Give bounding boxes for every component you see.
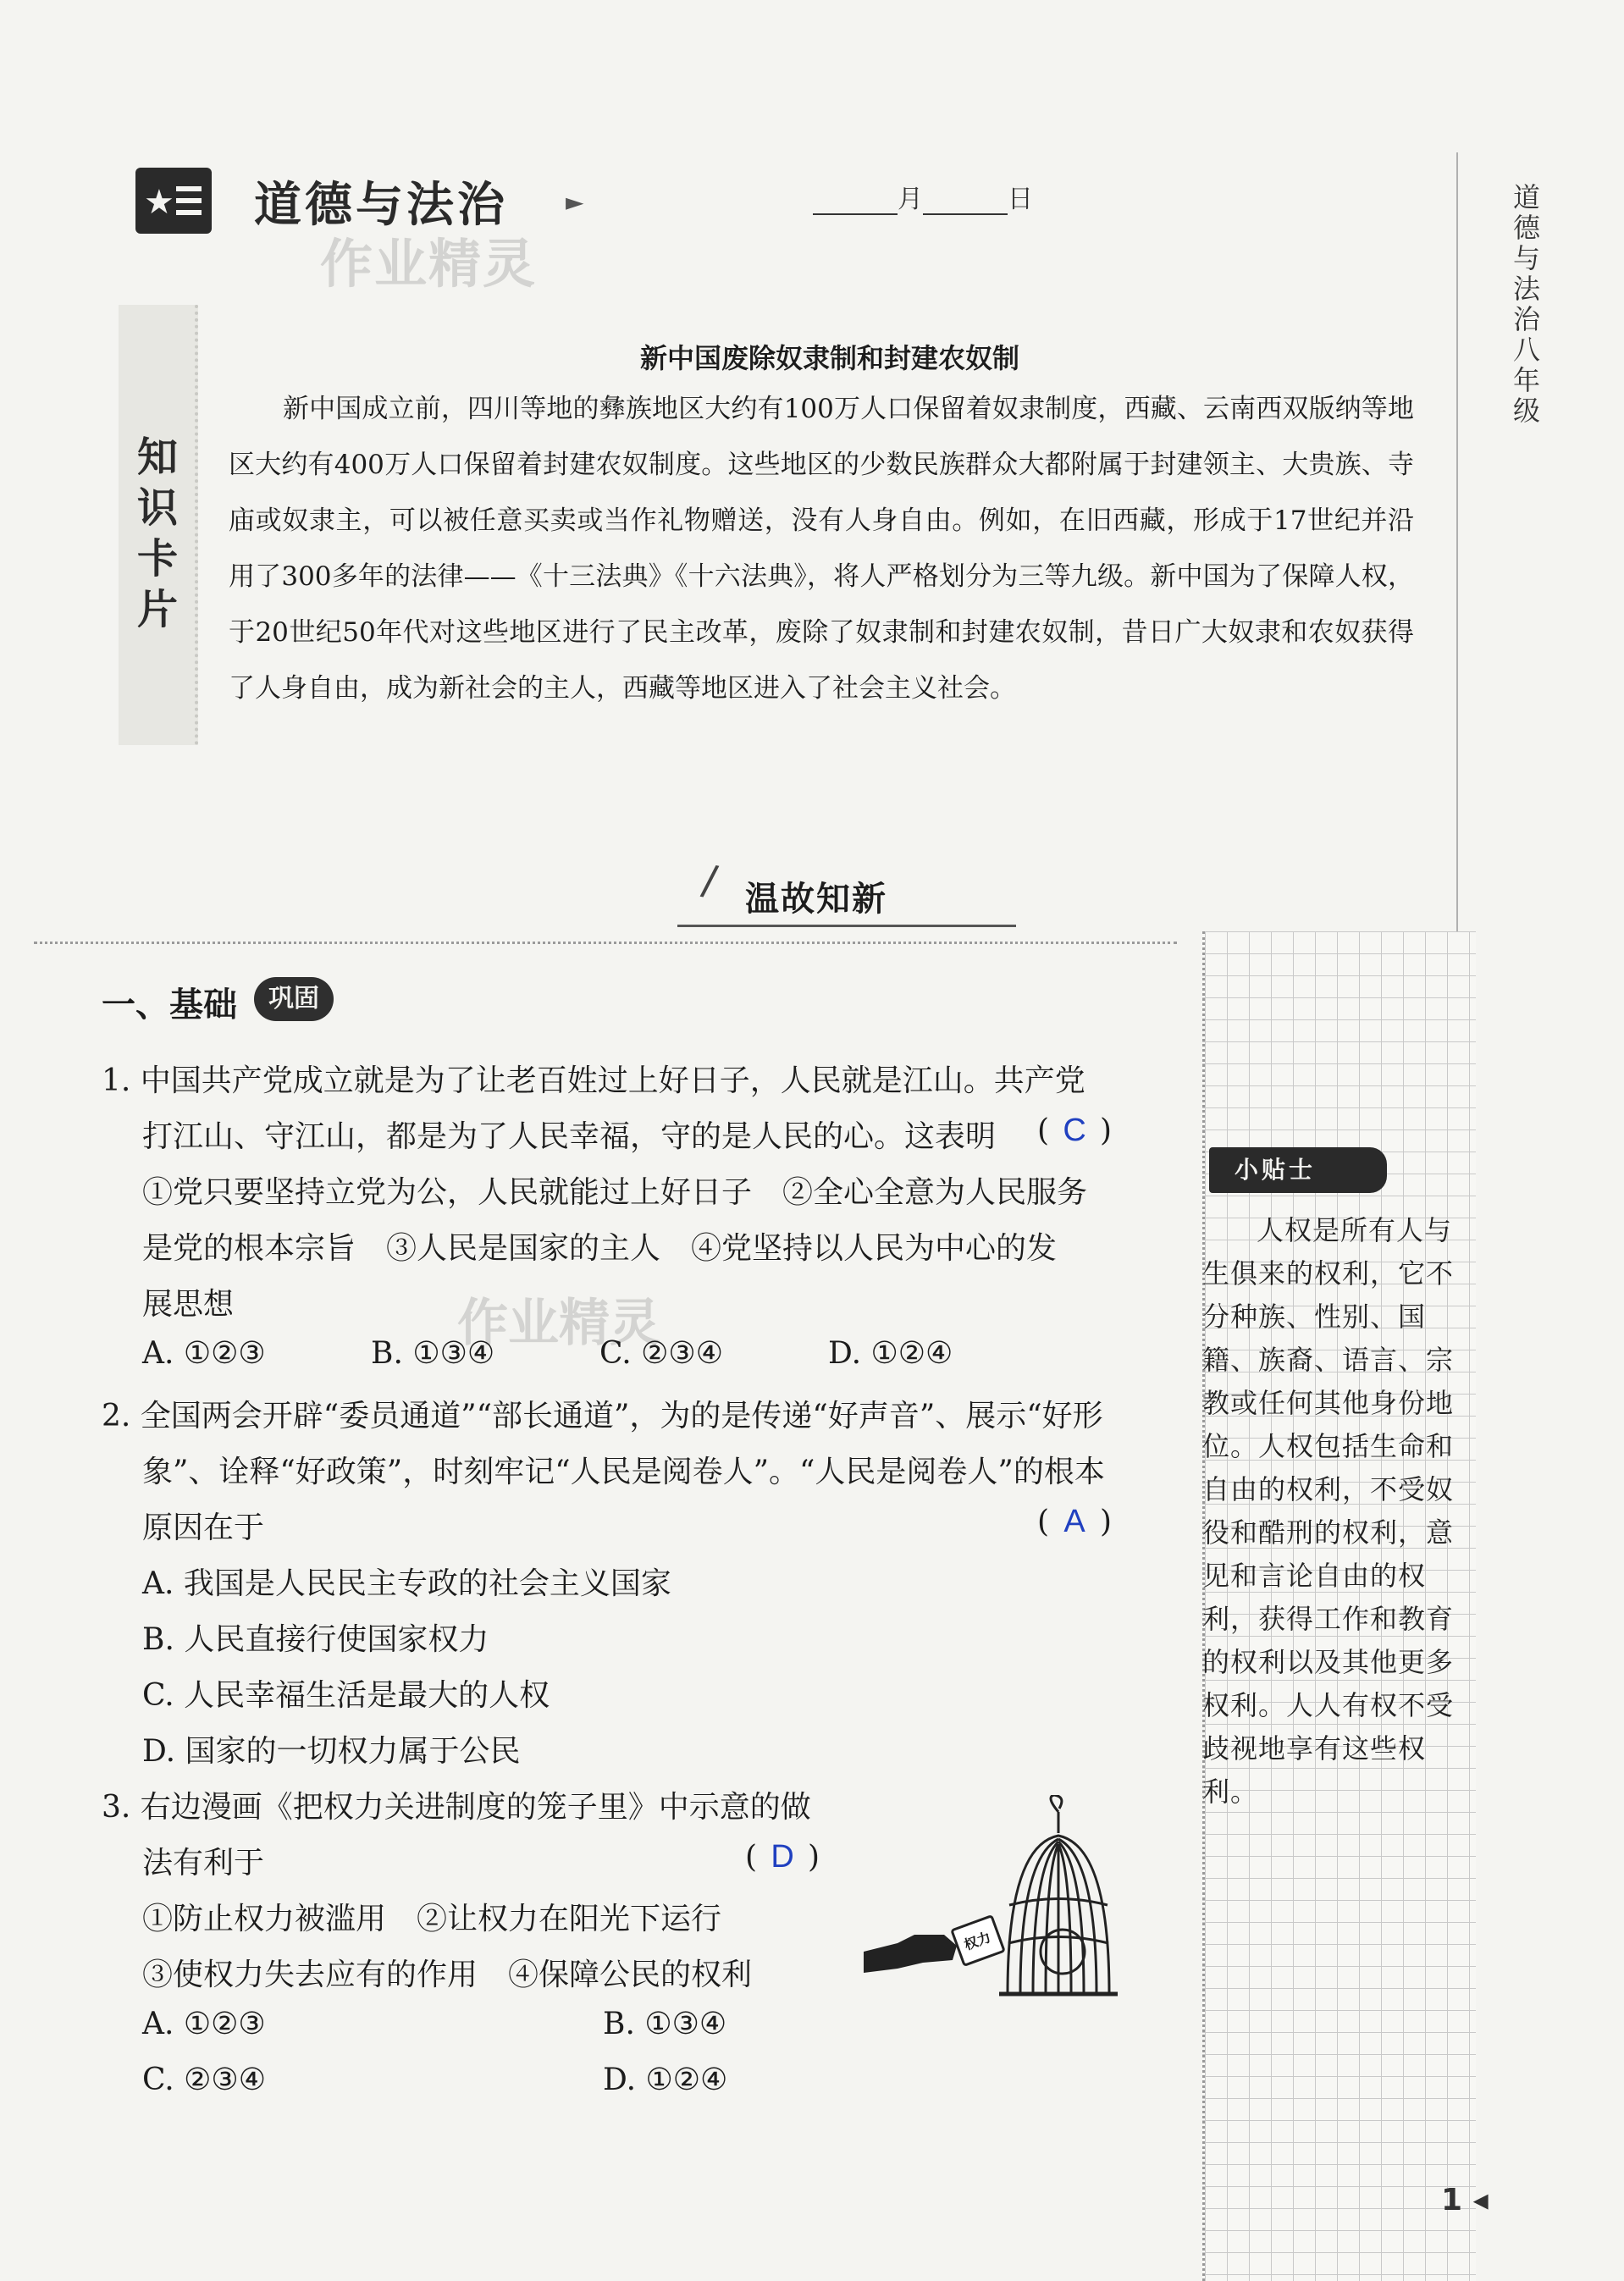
- question-1-line: 是党的根本宗旨 ③人民是国家的主人 ④党坚持以人民为中心的发: [142, 1231, 1058, 1266]
- question-1-line: ①党只要坚持立党为公，人民就能过上好日子 ②全心全意为人民服务: [142, 1175, 1088, 1210]
- question-3-line: 法有利于: [142, 1846, 265, 1881]
- answer-letter: D: [771, 1839, 794, 1875]
- cartoon-power-cage: [864, 1795, 1143, 2007]
- knowledge-card-title: 新中国废除奴隶制和封建农奴制: [639, 342, 1019, 374]
- page-number-value: 1: [1441, 2183, 1463, 2217]
- option-c: C. ②③④: [599, 1336, 723, 1371]
- question-2-line: 2. 全国两会开辟“委员通道”“部长通道”，为的是传递“好声音”、展示“好形: [102, 1399, 1103, 1433]
- option-b: B. ①③④: [371, 1336, 495, 1371]
- option-c: C. 人民幸福生活是最大的人权: [142, 1678, 550, 1713]
- pen-stroke-icon: /: [699, 856, 721, 905]
- section-heading-label: 温故知新: [745, 880, 887, 919]
- header-arrow-icon: ►: [566, 188, 584, 216]
- answer-letter: A: [1063, 1504, 1085, 1539]
- subject-book-icon: ★: [135, 168, 212, 234]
- option-d: D. 国家的一切权力属于公民: [142, 1734, 521, 1769]
- cartoon-label: 权力: [962, 1929, 993, 1953]
- option-a: A. 我国是人民民主专政的社会主义国家: [142, 1566, 671, 1601]
- option-d: D. ①②④: [603, 2063, 728, 2097]
- date-month: 月: [898, 185, 923, 214]
- option-d: D. ①②④: [828, 1336, 953, 1371]
- side-label: 道德与法治 八年级: [1512, 181, 1540, 427]
- date-line: [813, 178, 1033, 215]
- date-day: 日: [1008, 185, 1033, 214]
- question-1-answer: ( C ): [1037, 1113, 1113, 1148]
- option-c: C. ②③④: [142, 2063, 266, 2097]
- knowledge-card-label: 知识卡片: [136, 434, 178, 633]
- option-b: B. 人民直接行使国家权力: [142, 1622, 489, 1657]
- tips-badge: 小贴士: [1209, 1147, 1387, 1193]
- question-1-line: 打江山、守江山，都是为了人民幸福，守的是人民的心。这表明: [142, 1119, 997, 1154]
- option-a: A. ①②③: [142, 1336, 266, 1371]
- divider: [34, 942, 1177, 944]
- question-3-line: ③使权力失去应有的作用 ④保障公民的权利: [142, 1958, 753, 1992]
- knowledge-card-body: 新中国成立前，四川等地的彝族地区大约有100万人口保留着奴隶制度，西藏、云南西双版纳等地区大约有400万人口保留着封建农奴制度。这些地区的少数民族群众大都附属于封建领主、大贵族、寺庙或奴隶主，可以被任意买卖或当作礼物赠送，没有人身自由。例如，在旧西藏，形成于17世纪并沿用了300多年的法律——《十三法典》《十六法典》，将人严格划分为三等九级。新中国为了保障人权，于20世纪50年代对这些地区进行了民主改革，废除了奴隶制和封建农奴制，昔日广大奴隶和农奴获得了人身自由，成为新社会的主人，西藏等地区进入了社会主义社会。: [229, 394, 1414, 704]
- subject-title: 道德与法治: [254, 178, 508, 233]
- question-2-answer: ( A ): [1037, 1504, 1113, 1539]
- question-3-line: 3. 右边漫画《把权力关进制度的笼子里》中示意的做: [102, 1790, 811, 1825]
- question-2-line: 象”、诠释“好政策”，时刻牢记“人民是阅卷人”。“人民是阅卷人”的根本: [142, 1455, 1105, 1489]
- answer-letter: C: [1063, 1113, 1086, 1148]
- option-a: A. ①②③: [142, 2007, 266, 2041]
- section-heading: [652, 856, 1075, 931]
- watermark: 作业精灵: [457, 1294, 660, 1353]
- question-1-line: 展思想: [142, 1287, 235, 1322]
- watermark: 作业精灵: [320, 233, 538, 295]
- page-number: 1 ◂: [1441, 2183, 1489, 2217]
- part-heading: 一、基础: [102, 986, 237, 1025]
- question-3-answer: ( D ): [745, 1839, 820, 1875]
- question-1-line: 1. 中国共产党成立就是为了让老百姓过上好日子，人民就是江山。共产党: [102, 1063, 1085, 1098]
- question-3-line: ①防止权力被滥用 ②让权力在阳光下运行: [142, 1902, 722, 1936]
- tips-text: 人权是所有人与生俱来的权利，它不分种族、性别、国籍、族裔、语言、宗教或任何其他身份地位。人权包括生命和自由的权利，不受奴役和酷刑的权利，意见和言论自由的权利，获得工作和教育的权利以及其他更多权利。人人有权不受歧视地享有这些权利。: [1202, 1214, 1455, 1808]
- option-b: B. ①③④: [603, 2007, 727, 2041]
- question-2-line: 原因在于: [142, 1511, 265, 1545]
- part-badge: 巩固: [254, 977, 334, 1021]
